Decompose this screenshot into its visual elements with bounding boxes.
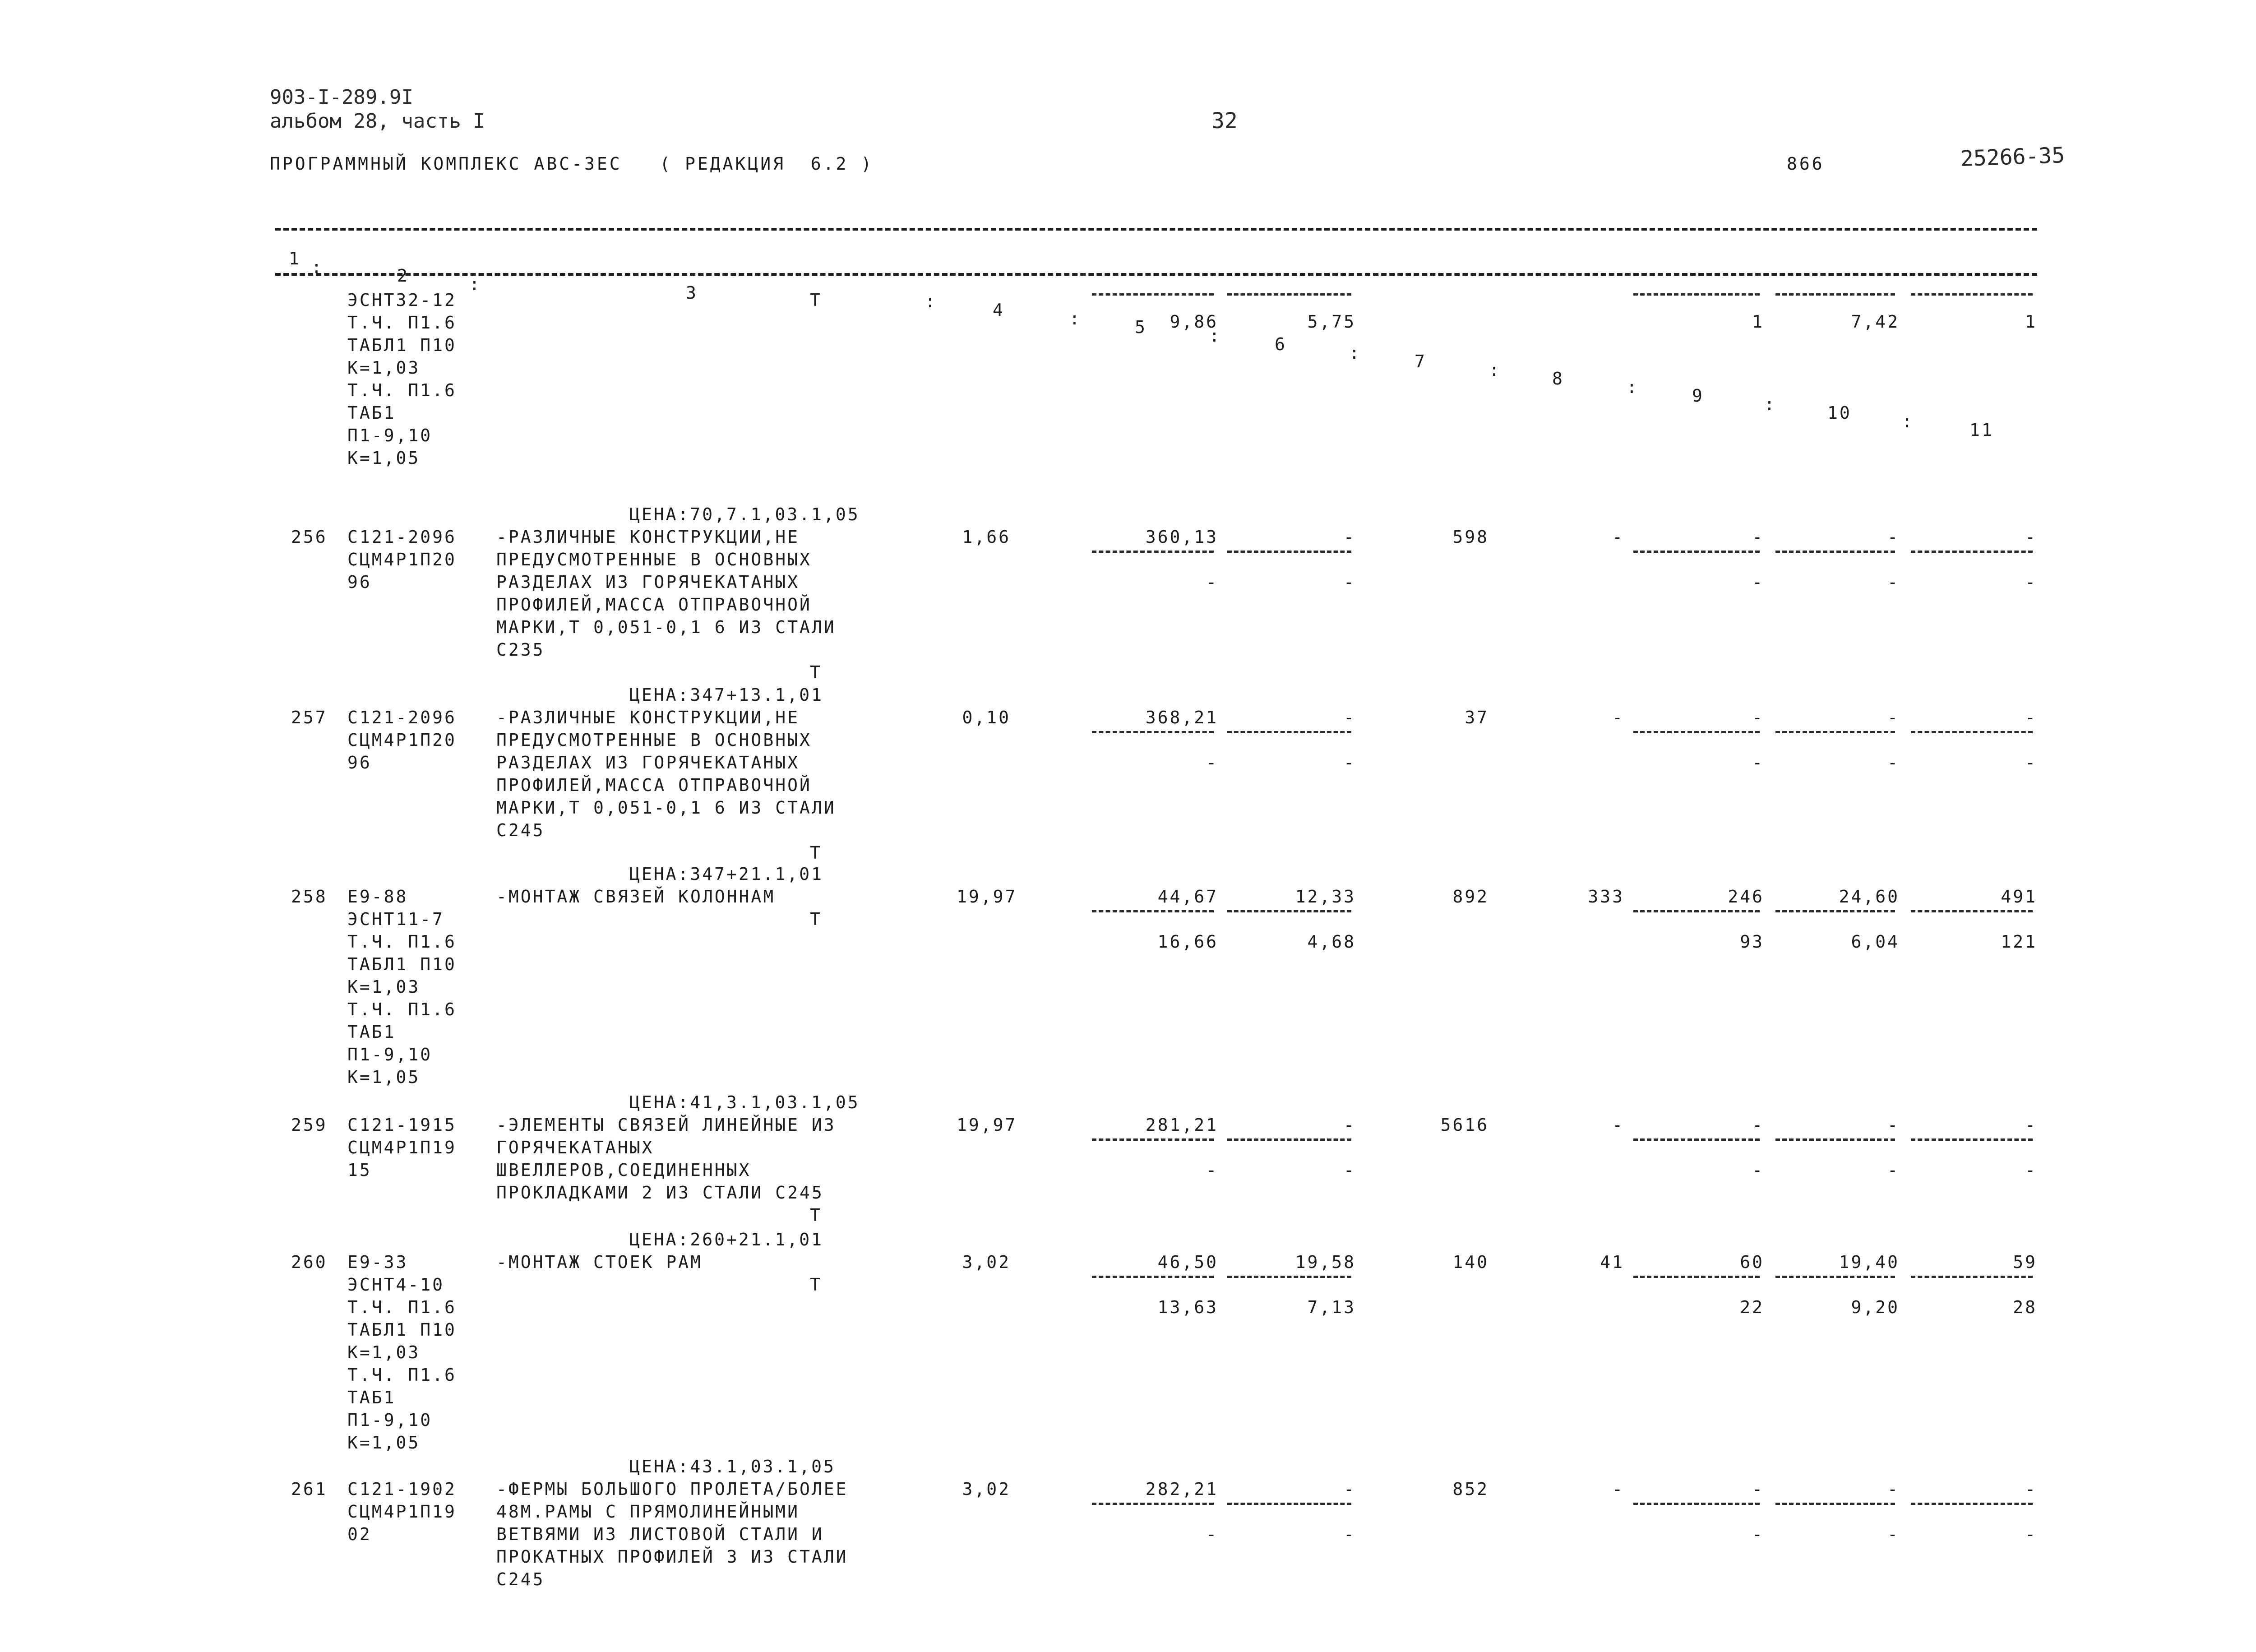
code-line: Е9-33 [347,1252,408,1272]
col-header-4: 4 [993,300,1005,320]
divider-col9 [1633,1503,1760,1505]
cell-col9-top: 246 [1728,887,1764,907]
cell-col6-top: - [1344,1479,1356,1499]
cell-col7: 140 [1452,1252,1489,1272]
divider-col9 [1633,293,1760,296]
cell-col9-bottom: - [1752,753,1764,773]
cell-col5-bottom: - [1206,1524,1218,1544]
cell-col8: - [1612,1479,1624,1499]
description-line: С235 [496,640,545,660]
code-line: К=1,03 [347,358,421,378]
cell-col11-bottom: - [2025,572,2037,592]
description-line: ПРОКАТНЫХ ПРОФИЛЕЙ 3 ИЗ СТАЛИ [496,1547,848,1567]
cell-col4: 19,97 [957,887,1017,907]
cell-col6-top: - [1344,527,1356,547]
price-line: ЦЕНА:43.1,03.1,05 [629,1457,836,1476]
code-line: Т.Ч. П1.6 [347,932,457,952]
cell-col4: 19,97 [957,1115,1017,1135]
cell-col11-bottom: 28 [2013,1297,2037,1317]
code-line: Е9-88 [347,887,408,907]
divider-col10 [1775,1138,1895,1141]
code-line: ТАБЛ1 П10 [347,1320,457,1340]
description-line: -МОНТАЖ СВЯЗЕЙ КОЛОННАМ [496,887,776,907]
col-header-9: 9 [1692,386,1704,406]
cell-col9-bottom: 22 [1740,1297,1764,1317]
description-line: -РАЗЛИЧНЫЕ КОНСТРУКЦИИ,НЕ [496,708,800,727]
cell-col6-bottom: 5,75 [1307,312,1356,332]
col-header-5: 5 [1135,317,1147,337]
col-sep: : [1489,360,1501,380]
cell-col5-bottom: 9,86 [1170,312,1218,332]
divider-col6 [1227,1138,1351,1141]
cell-col6-top: 19,58 [1295,1252,1356,1272]
code-line: П1-9,10 [347,1045,433,1064]
divider-col10 [1775,551,1895,553]
price-line: ЦЕНА:347+21.1,01 [629,864,824,884]
divider-col5 [1092,910,1214,912]
divider-col10 [1775,293,1895,296]
divider-col6 [1227,1503,1351,1505]
cell-col10-bottom: - [1887,1160,1900,1180]
cell-col5-bottom: - [1206,1160,1218,1180]
cell-col6-bottom: 4,68 [1307,932,1356,952]
cell-col9-bottom: - [1752,572,1764,592]
description-line: ПРОФИЛЕЙ,МАССА ОТПРАВОЧНОЙ [496,775,812,795]
description-line: МАРКИ,Т 0,051-0,1 6 ИЗ СТАЛИ [496,798,836,818]
description-line: -ЭЛЕМЕНТЫ СВЯЗЕЙ ЛИНЕЙНЫЕ ИЗ [496,1115,836,1135]
cell-col10-bottom: - [1887,753,1900,773]
description-line: С245 [496,820,545,840]
cell-col6-bottom: - [1344,1524,1356,1544]
cell-col5-bottom: 16,66 [1157,932,1218,952]
divider-col9 [1633,731,1760,733]
col-sep: : [1069,309,1082,329]
table-header-rule [275,273,2037,276]
code-line: ТАБЛ1 П10 [347,954,457,974]
cell-col10-top: - [1887,1115,1900,1135]
cell-col8: - [1612,708,1624,727]
cell-col7: 598 [1452,527,1489,547]
code-line: Т.Ч. П1.6 [347,1297,457,1317]
divider-col5 [1092,551,1214,553]
col-header-10: 10 [1827,403,1852,423]
code-line: ТАБЛ1 П10 [347,335,457,355]
cell-col10-top: - [1887,708,1900,727]
divider-col11 [1911,910,2033,912]
cell-col11-bottom: - [2025,753,2037,773]
description-line: -РАЗЛИЧНЫЕ КОНСТРУКЦИИ,НЕ [496,527,800,547]
t-mark: Т [810,290,822,310]
cell-col9-top: 60 [1740,1252,1764,1272]
col-sep: : [469,274,481,294]
code-line: С121-1915 [347,1115,457,1135]
col-header-6: 6 [1275,334,1287,354]
divider-col11 [1911,551,2033,553]
cell-col5-top: 368,21 [1145,708,1218,727]
row-number: 256 [291,527,328,547]
code-line: 96 [347,753,372,773]
document-code: 903-I-289.9I [270,86,413,109]
code-line: СЦМ4Р1П19 [347,1138,457,1157]
cell-col11-top: - [2025,527,2037,547]
col-header-2: 2 [397,266,409,286]
divider-col9 [1633,551,1760,553]
cell-col9-top: - [1752,1479,1764,1499]
code-line: Т.Ч. П1.6 [347,1365,457,1385]
cell-col11-top: 59 [2013,1252,2037,1272]
cell-col9-top: - [1752,1115,1764,1135]
description-line: ВЕТВЯМИ ИЗ ЛИСТОВОЙ СТАЛИ И [496,1524,824,1544]
t-mark: Т [810,1205,822,1225]
cell-col9-bottom: - [1752,1160,1764,1180]
code-line: ЭСНТ32-12 [347,290,457,310]
code-line: П1-9,10 [347,1410,433,1430]
cell-col5-top: 44,67 [1157,887,1218,907]
cell-col10-top: - [1887,1479,1900,1499]
col-header-1: 1 [289,249,301,268]
cell-col7: 5616 [1440,1115,1489,1135]
cell-col10-bottom: - [1887,572,1900,592]
description-line: РАЗДЕЛАХ ИЗ ГОРЯЧЕКАТАНЫХ [496,572,800,592]
t-mark: Т [810,909,822,929]
cell-col4: 3,02 [962,1479,1011,1499]
price-line: ЦЕНА:41,3.1,03.1,05 [629,1092,860,1112]
code-line: К=1,05 [347,1067,421,1087]
code-line: ТАБ1 [347,1388,396,1407]
cell-col6-bottom: - [1344,753,1356,773]
divider-col6 [1227,551,1351,553]
divider-col11 [1911,293,2033,296]
cell-col11-top: 491 [2001,887,2037,907]
cell-col5-top: 281,21 [1145,1115,1218,1135]
code-line: С121-2096 [347,708,457,727]
code-line: С121-2096 [347,527,457,547]
price-line: ЦЕНА:347+13.1,01 [629,685,824,705]
row-number: 259 [291,1115,328,1135]
album-label: альбом 28, часть I [270,110,485,133]
row-number: 260 [291,1252,328,1272]
divider-col11 [1911,1276,2033,1278]
divider-col6 [1227,293,1351,296]
divider-col5 [1092,1138,1214,1141]
code-line: ЭСНТ4-10 [347,1275,445,1295]
cell-col4: 3,02 [962,1252,1011,1272]
t-mark: Т [810,662,822,682]
divider-col10 [1775,1503,1895,1505]
price-line: ЦЕНА:260+21.1,01 [629,1230,824,1249]
divider-col6 [1227,731,1351,733]
cell-col11-top: - [2025,708,2037,727]
divider-col9 [1633,1276,1760,1278]
code-line: К=1,03 [347,977,421,997]
cell-col11-bottom: - [2025,1524,2037,1544]
divider-col5 [1092,1503,1214,1505]
divider-col10 [1775,910,1895,912]
cell-col6-bottom: - [1344,572,1356,592]
col-sep: : [1349,343,1361,363]
cell-col8: 41 [1600,1252,1624,1272]
col-sep: : [1764,394,1776,414]
cell-col4: 1,66 [962,527,1011,547]
table-top-rule [275,228,2037,231]
code-line: 15 [347,1160,372,1180]
cell-col5-bottom: 13,63 [1157,1297,1218,1317]
price-line: ЦЕНА:70,7.1,03.1,05 [629,504,860,524]
row-number: 257 [291,708,328,727]
divider-col5 [1092,1276,1214,1278]
description-line: -МОНТАЖ СТОЕК РАМ [496,1252,703,1272]
description-line: ПРЕДУСМОТРЕННЫЕ В ОСНОВНЫХ [496,550,812,569]
description-line: ПРОКЛАДКАМИ 2 ИЗ СТАЛИ С245 [496,1183,824,1203]
program-title: ПРОГРАММНЫЙ КОМПЛЕКС АВС-3ЕС ( РЕДАКЦИЯ 6.2 ) [270,154,874,174]
description-line: ШВЕЛЛЕРОВ,СОЕДИНЕННЫХ [496,1160,751,1180]
col-header-3: 3 [686,283,698,303]
cell-col11-top: - [2025,1479,2037,1499]
page-number: 32 [1211,108,1238,134]
cell-col10-bottom: 6,04 [1851,932,1900,952]
sheet-number: 866 [1787,154,1825,174]
cell-col7: 892 [1452,887,1489,907]
code-line: С121-1902 [347,1479,457,1499]
row-number: 258 [291,887,328,907]
cell-col9-top: - [1752,708,1764,727]
col-sep: : [311,257,324,277]
col-header-8: 8 [1552,369,1564,389]
col-sep: : [1627,377,1639,397]
divider-col5 [1092,293,1214,296]
cell-col10-top: - [1887,527,1900,547]
description-line: ПРОФИЛЕЙ,МАССА ОТПРАВОЧНОЙ [496,595,812,615]
divider-col10 [1775,1276,1895,1278]
col-header-11: 11 [1969,420,1994,440]
stamp-number: 25266-35 [1960,142,2066,172]
cell-col8: - [1612,1115,1624,1135]
cell-col9-top: - [1752,527,1764,547]
cell-col9-bottom: - [1752,1524,1764,1544]
code-line: П1-9,10 [347,426,433,445]
t-mark: Т [810,1275,822,1295]
cell-col8: 333 [1588,887,1624,907]
code-line: Т.Ч. П1.6 [347,380,457,400]
code-line: К=1,05 [347,448,421,468]
divider-col6 [1227,910,1351,912]
cell-col10-top: 19,40 [1839,1252,1900,1272]
col-sep: : [925,292,937,311]
col-header-7: 7 [1415,352,1427,371]
code-line: СЦМ4Р1П20 [347,550,457,569]
cell-col4: 0,10 [962,708,1011,727]
cell-col5-bottom: - [1206,753,1218,773]
col-sep: : [1209,326,1221,346]
code-line: 02 [347,1524,372,1544]
cell-col5-top: 46,50 [1157,1252,1218,1272]
description-line: ПРЕДУСМОТРЕННЫЕ В ОСНОВНЫХ [496,730,812,750]
description-line: МАРКИ,Т 0,051-0,1 6 ИЗ СТАЛИ [496,617,836,637]
cell-col10-bottom: 7,42 [1851,312,1900,332]
code-line: СЦМ4Р1П19 [347,1502,457,1522]
cell-col6-bottom: - [1344,1160,1356,1180]
col-sep: : [1902,412,1914,431]
code-line: 96 [347,572,372,592]
cell-col11-bottom: 1 [2025,312,2037,332]
cell-col10-bottom: - [1887,1524,1900,1544]
description-line: ГОРЯЧЕКАТАНЫХ [496,1138,654,1157]
cell-col11-top: - [2025,1115,2037,1135]
cell-col6-top: 12,33 [1295,887,1356,907]
t-mark: Т [810,843,822,863]
cell-col5-top: 360,13 [1145,527,1218,547]
cell-col5-top: 282,21 [1145,1479,1218,1499]
divider-col11 [1911,1138,2033,1141]
cell-col8: - [1612,527,1624,547]
code-line: СЦМ4Р1П20 [347,730,457,750]
cell-col7: 37 [1465,708,1489,727]
cell-col9-bottom: 93 [1740,932,1764,952]
divider-col9 [1633,1138,1760,1141]
description-line: 48М.РАМЫ С ПРЯМОЛИНЕЙНЫМИ [496,1502,800,1522]
description-line: С245 [496,1569,545,1589]
code-line: Т.Ч. П1.6 [347,313,457,333]
cell-col5-bottom: - [1206,572,1218,592]
divider-col11 [1911,731,2033,733]
cell-col6-top: - [1344,1115,1356,1135]
code-line: Т.Ч. П1.6 [347,1000,457,1019]
cell-col6-bottom: 7,13 [1307,1297,1356,1317]
cell-col7: 852 [1452,1479,1489,1499]
cell-col9-bottom: 1 [1752,312,1764,332]
code-line: ЭСНТ11-7 [347,909,445,929]
divider-col10 [1775,731,1895,733]
divider-col9 [1633,910,1760,912]
divider-col11 [1911,1503,2033,1505]
divider-col5 [1092,731,1214,733]
code-line: ТАБ1 [347,403,396,423]
description-line: -ФЕРМЫ БОЛЬШОГО ПРОЛЕТА/БОЛЕЕ [496,1479,848,1499]
cell-col6-top: - [1344,708,1356,727]
cell-col11-bottom: 121 [2001,932,2037,952]
cell-col10-top: 24,60 [1839,887,1900,907]
code-line: ТАБ1 [347,1022,396,1042]
code-line: К=1,05 [347,1433,421,1453]
divider-col6 [1227,1276,1351,1278]
cell-col11-bottom: - [2025,1160,2037,1180]
cell-col10-bottom: 9,20 [1851,1297,1900,1317]
row-number: 261 [291,1479,328,1499]
description-line: РАЗДЕЛАХ ИЗ ГОРЯЧЕКАТАНЫХ [496,753,800,773]
code-line: К=1,03 [347,1342,421,1362]
